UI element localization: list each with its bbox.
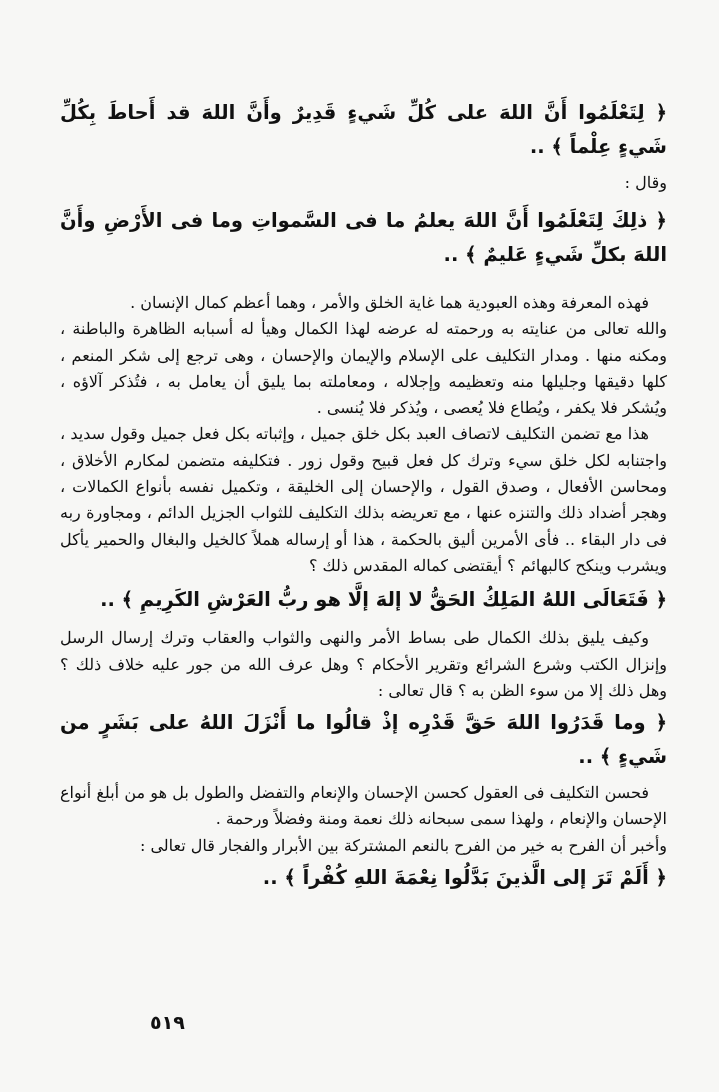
paragraph: فحسن التكليف فى العقول كحسن الإحسان والإنعام والتفضل والطول بل هو من أبلغ أنواع الإحسان والإنعام ، ولهذا سمى سبحانه ذلك نعمة ومنة وفضلاً ورحمة .: [60, 783, 667, 829]
quran-verse: ﴿ ذلِكَ لِتَعْلَمُوا أَنَّ اللهَ يعلمُ ما فى السَّمواتِ وما فى الأَرْضِ وأَنَّ اللهَ بكلِّ شَيءٍ عَليمٌ ﴾ ..: [60, 209, 667, 266]
page-number: ٥١٩: [150, 1012, 185, 1034]
quran-verse: ﴿ وما قَدَرُوا اللهَ حَقَّ قَدْرِه إذْ قالُوا ما أَنْزَلَ اللهُ على بَشَرٍ من شَيءٍ ﴾ ..: [60, 711, 667, 769]
paragraph: فهذه المعرفة وهذه العبودية هما غاية الخلق والأمر ، وهما أعظم كمال الإنسان .: [130, 293, 649, 312]
quran-verse: ﴿ أَلَمْ تَرَ إلى الَّذينَ بَدَّلُوا نِعْمَةَ اللهِ كُفْراً ﴾ ..: [262, 866, 667, 890]
said-line: وقال :: [624, 173, 667, 192]
quran-verse: ﴿ لِتَعْلَمُوا أَنَّ اللهَ على كُلِّ شَيءٍ قَدِيرٌ وأَنَّ اللهَ قد أَحاطَ بِكُلِّ شَيءٍ عِلْماً ﴾ ..: [60, 101, 667, 158]
paragraph: وكيف يليق بذلك الكمال طى بساط الأمر والنهى والثواب والعقاب وترك إرسال الرسل وإنزال الكتب وشرع الشرائع وتقرير الأحكام ؟ وهل عرف الله من جور عليه خلاف ذلك ؟ وهل ذلك إلا من سوء الظن به ؟ قال تعالى :: [60, 628, 667, 700]
page-text: [60, 96, 667, 895]
paragraph: والله تعالى من عنايته به ورحمته له عرضه لهذا الكمال وهيأ له أسبابه الظاهرة والباطنة ، ومكنه منها . ومدار التكليف على الإسلام والإيمان والإحسان ، وهى ترجع إلى شكر المنعم ، كلها دقيقها وجليلها منه وتعظيمه وإجلاله ، ومعاملته بما يليق أن يعامل به ، فتُذكر آلاؤه ، ويُشكر فلا يكفر ، ويُطاع فلا يُعصى ، ويُذكر فلا يُنسى .: [60, 319, 667, 418]
quran-verse: ﴿ فَتَعَالَى اللهُ المَلِكُ الحَقُّ لا إلهَ إلَّا هو ربُّ العَرْشِ الكَرِيمِ ﴾ ..: [100, 588, 667, 612]
paragraph: وأخبر أن الفرح به خير من الفرح بالنعم المشتركة بين الأبرار والفجار قال تعالى :: [139, 835, 667, 855]
paragraph: هذا مع تضمن التكليف لاتصاف العبد بكل خلق جميل ، وإثباته بكل فعل جميل وقول سديد ، واجتنابه لكل خلق سيء وترك كل فعل قبيح وقول زور . فتكليفه متضمن لمكارم الأخلاق ، ومحاسن الأفعال ، وصدق القول ، والإحسان إلى الخليقة ، وتكميل نفسه بأنواع الكمالات ، وهجر أضداد ذلك والتنزه عنها ، مع تعريضه بذلك التكليف للثواب الجزيل الدائم ، ومجاورة ربه فى دار البقاء .. فأى الأمرين أليق بالحكمة ، هذا أو إرساله هملاً كالخيل والبغال والحمير يأكل ويشرب وينكح كالبهائم ؟ أيقتضى كماله المقدس ذلك ؟: [60, 424, 667, 575]
